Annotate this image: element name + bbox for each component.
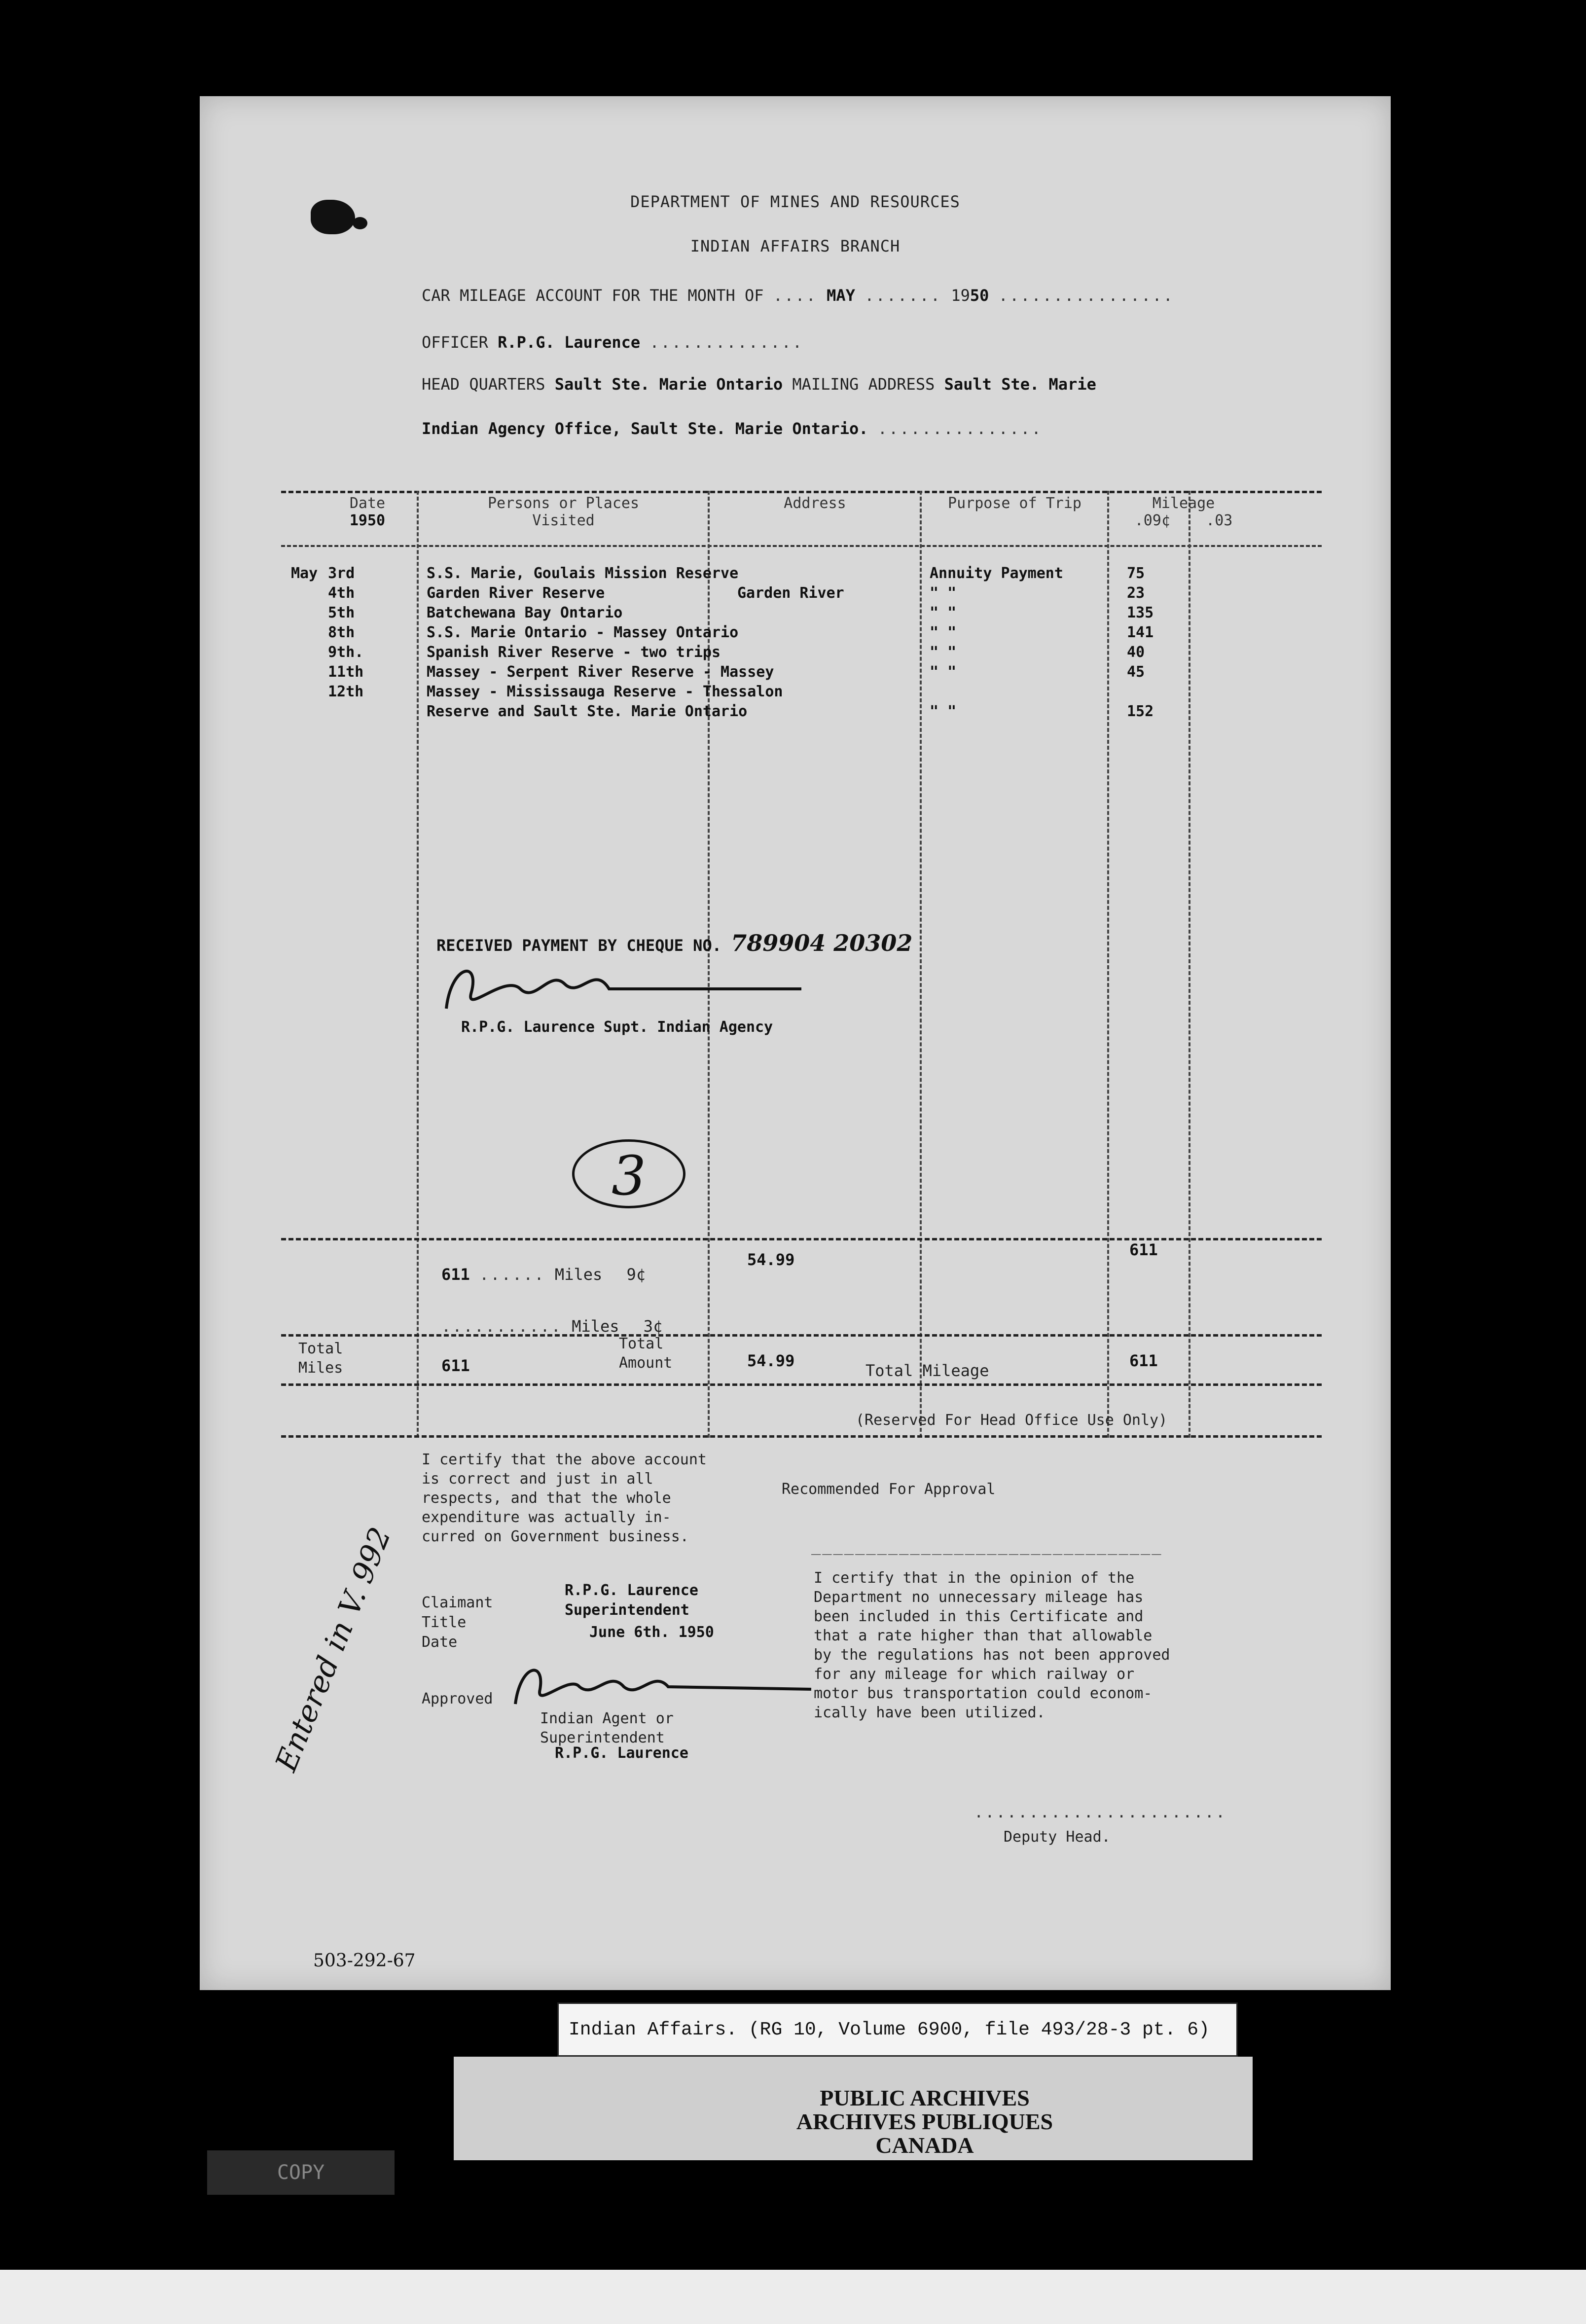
claimant-label: Claimant xyxy=(422,1594,493,1611)
film-border-top xyxy=(0,0,1586,99)
rate-1-value: 9¢ xyxy=(626,1265,646,1284)
col-purpose-header: Purpose of Trip xyxy=(948,495,1081,512)
copy-tag: COPY xyxy=(207,2150,395,2195)
trip-row-miles: 152 xyxy=(1127,703,1154,720)
trip-row-day: 4th xyxy=(328,584,355,602)
received-payment xyxy=(436,930,912,956)
title-label: Title xyxy=(422,1614,467,1631)
account-label: CAR MILEAGE ACCOUNT FOR THE MONTH OF xyxy=(422,286,764,305)
agent-name: R.P.G. Laurence xyxy=(555,1744,688,1762)
officer-label: OFFICER xyxy=(422,333,488,352)
trip-row-day: 3rd xyxy=(328,565,355,582)
account-month-line: CAR MILEAGE ACCOUNT FOR THE MONTH OF .... MAY ....... 1950 ................ xyxy=(422,286,1174,305)
trip-row-address: Garden River xyxy=(737,584,844,602)
agent-label: Indian Agent or Superintendent xyxy=(540,1710,674,1746)
column-divider xyxy=(920,491,922,1438)
film-border-bottom xyxy=(0,2270,1586,2324)
deputy-head-label: Deputy Head. xyxy=(1004,1828,1111,1846)
reserved-note: (Reserved For Head Office Use Only) xyxy=(856,1412,1168,1429)
trip-row-place: Spanish River Reserve - two trips xyxy=(427,644,721,661)
trip-row-miles: 45 xyxy=(1127,663,1145,681)
date-value: June 6th. 1950 xyxy=(589,1624,714,1641)
approved-label: Approved xyxy=(422,1690,493,1707)
totals-rule xyxy=(281,1238,1322,1240)
trip-row-purpose: " " xyxy=(930,644,957,661)
col-mileage-header xyxy=(1110,495,1258,529)
mailing-value: Sault Ste. Marie xyxy=(944,375,1096,394)
public-archives-stamp xyxy=(715,2086,1134,2157)
mailing-label: MAILING ADDRESS xyxy=(792,375,935,394)
table-header-rule xyxy=(281,545,1322,547)
trip-row-day: 12th xyxy=(328,683,364,700)
approval-signature-scribble xyxy=(505,1660,821,1714)
month-value: MAY xyxy=(827,286,855,305)
title-value: Superintendent xyxy=(565,1601,689,1619)
circled-number-text: 3 xyxy=(612,1144,646,1207)
col-date-year: 1950 xyxy=(349,512,386,529)
total-mileage-value: 611 xyxy=(1129,1351,1158,1370)
trip-row-day: 9th. xyxy=(328,644,364,661)
ink-blot xyxy=(353,217,367,229)
column-divider xyxy=(1107,491,1109,1438)
trip-row-purpose: " " xyxy=(930,663,957,681)
mailing-value-2: Indian Agency Office, Sault Ste. Marie Ontario. xyxy=(422,419,868,438)
trip-row-purpose: " " xyxy=(930,703,957,720)
stamp-line-3: CANADA xyxy=(875,2133,974,2158)
signed-by: R.P.G. Laurence Supt. Indian Agency xyxy=(461,1018,773,1036)
miles-1-label: Miles xyxy=(554,1265,603,1284)
month-abbr: May xyxy=(291,565,318,582)
cheque-number: 789904 20302 xyxy=(731,930,913,956)
trip-row-place: Batchewana Bay Ontario xyxy=(427,604,623,621)
col-address-header: Address xyxy=(784,495,846,512)
miles-2-label: Miles xyxy=(572,1317,619,1336)
handwritten-entry: Entered in V. 992 xyxy=(269,1523,398,1777)
trip-row-place: Massey - Mississauga Reserve - Thessalon xyxy=(427,683,783,700)
claimant-value: R.P.G. Laurence xyxy=(565,1582,698,1599)
trip-row-miles: 135 xyxy=(1127,604,1154,621)
mileage-account-document xyxy=(200,96,1391,1990)
column-divider xyxy=(417,491,419,1438)
officer-line: OFFICER R.P.G. Laurence .............. xyxy=(422,333,804,352)
trip-row-place: Reserve and Sault Ste. Marie Ontario xyxy=(427,703,748,720)
claimant-certification: I certify that the above account is correct and just in all respects, and that the whole expenditure was actually in- curred on Government business. xyxy=(422,1451,707,1545)
trip-row-place: S.S. Marie, Goulais Mission Reserve xyxy=(427,565,739,582)
totals-rule-2 xyxy=(281,1334,1322,1337)
trip-row-day: 5th xyxy=(328,604,355,621)
trip-row-day: 8th xyxy=(328,624,355,641)
trip-row-miles: 40 xyxy=(1127,644,1145,661)
total-mileage-label: Total Mileage xyxy=(865,1361,989,1380)
stamp-line-1: PUBLIC ARCHIVES xyxy=(820,2085,1030,2110)
col-mileage-label: Mileage xyxy=(1152,495,1215,512)
hq-line xyxy=(422,375,1096,394)
miles-1-value: 611 xyxy=(441,1265,470,1284)
section-rule xyxy=(281,1383,1322,1386)
circled-number xyxy=(572,1139,685,1208)
col-date-label: Date xyxy=(349,495,386,512)
trip-row-miles: 23 xyxy=(1127,584,1145,602)
trip-row-purpose: " " xyxy=(930,584,957,602)
col-persons-label-2: Visited xyxy=(532,512,595,529)
trip-row-miles: 141 xyxy=(1127,624,1154,641)
col-persons-header xyxy=(419,495,708,529)
trip-row-day: 11th xyxy=(328,663,364,681)
trip-row-purpose: " " xyxy=(930,624,957,641)
branch-title: INDIAN AFFAIRS BRANCH xyxy=(690,237,901,255)
trip-row-purpose: Annuity Payment xyxy=(930,565,1063,582)
form-number: 503-292-67 xyxy=(313,1951,416,1971)
miles-row-2: ........... Miles 3¢ xyxy=(441,1317,663,1336)
trip-row-place: Massey - Serpent River Reserve - Massey xyxy=(427,663,774,681)
officer-value: R.P.G. Laurence xyxy=(498,333,641,352)
total-amount-label: Total Amount xyxy=(619,1335,673,1372)
mileage-total-col: 611 xyxy=(1129,1240,1158,1259)
date-label: Date xyxy=(422,1634,458,1651)
deputy-line: ....................... xyxy=(974,1803,1227,1821)
rate-2-label: .03 xyxy=(1206,512,1233,529)
recommended-approval: Recommended For Approval xyxy=(782,1481,996,1498)
year-suffix: 50 xyxy=(970,286,989,305)
column-divider xyxy=(1189,491,1190,1438)
archive-reference-label: Indian Affairs. (RG 10, Volume 6900, file 493/28-3 pt. 6) xyxy=(557,2002,1238,2057)
rate-1-label: .09¢ xyxy=(1134,512,1170,529)
trip-row-place: Garden River Reserve xyxy=(427,584,605,602)
table-top-rule xyxy=(281,491,1322,493)
miles-row-1: 611 ...... Miles 9¢ xyxy=(441,1265,646,1284)
col-date-header xyxy=(323,495,412,529)
mailing-line-2: Indian Agency Office, Sault Ste. Marie Ontario. ............... xyxy=(422,419,1043,438)
trip-row-purpose: " " xyxy=(930,604,957,621)
trip-row-place: S.S. Marie Ontario - Massey Ontario xyxy=(427,624,739,641)
amount-1-value: 54.99 xyxy=(747,1250,795,1269)
recommended-line: ________________________________ xyxy=(811,1536,1163,1555)
total-miles-value: 611 xyxy=(441,1356,470,1375)
total-amount-value: 54.99 xyxy=(747,1351,795,1370)
received-label: RECEIVED PAYMENT BY CHEQUE NO. xyxy=(436,936,721,955)
total-miles-label: Total Miles xyxy=(298,1340,343,1377)
hq-value: Sault Ste. Marie Ontario xyxy=(554,375,783,394)
rate-2-value: 3¢ xyxy=(643,1317,663,1336)
department-title: DEPARTMENT OF MINES AND RESOURCES xyxy=(630,192,960,211)
section-rule-2 xyxy=(281,1435,1322,1438)
hq-label: HEAD QUARTERS xyxy=(422,375,545,394)
department-certification: I certify that in the opinion of the Department no unnecessary mileage has been included in this Certificate and that a rate higher than that allowable by the regulations has not been approved for any mileage for which railway or motor bus transportation could econom- ically have been utilized. xyxy=(814,1569,1170,1721)
year-prefix: 19 xyxy=(951,286,970,305)
signature-scribble xyxy=(436,954,811,1023)
col-persons-label: Persons or Places xyxy=(487,495,640,512)
stamp-line-2: ARCHIVES PUBLIQUES xyxy=(796,2109,1053,2134)
trip-row-miles: 75 xyxy=(1127,565,1145,582)
